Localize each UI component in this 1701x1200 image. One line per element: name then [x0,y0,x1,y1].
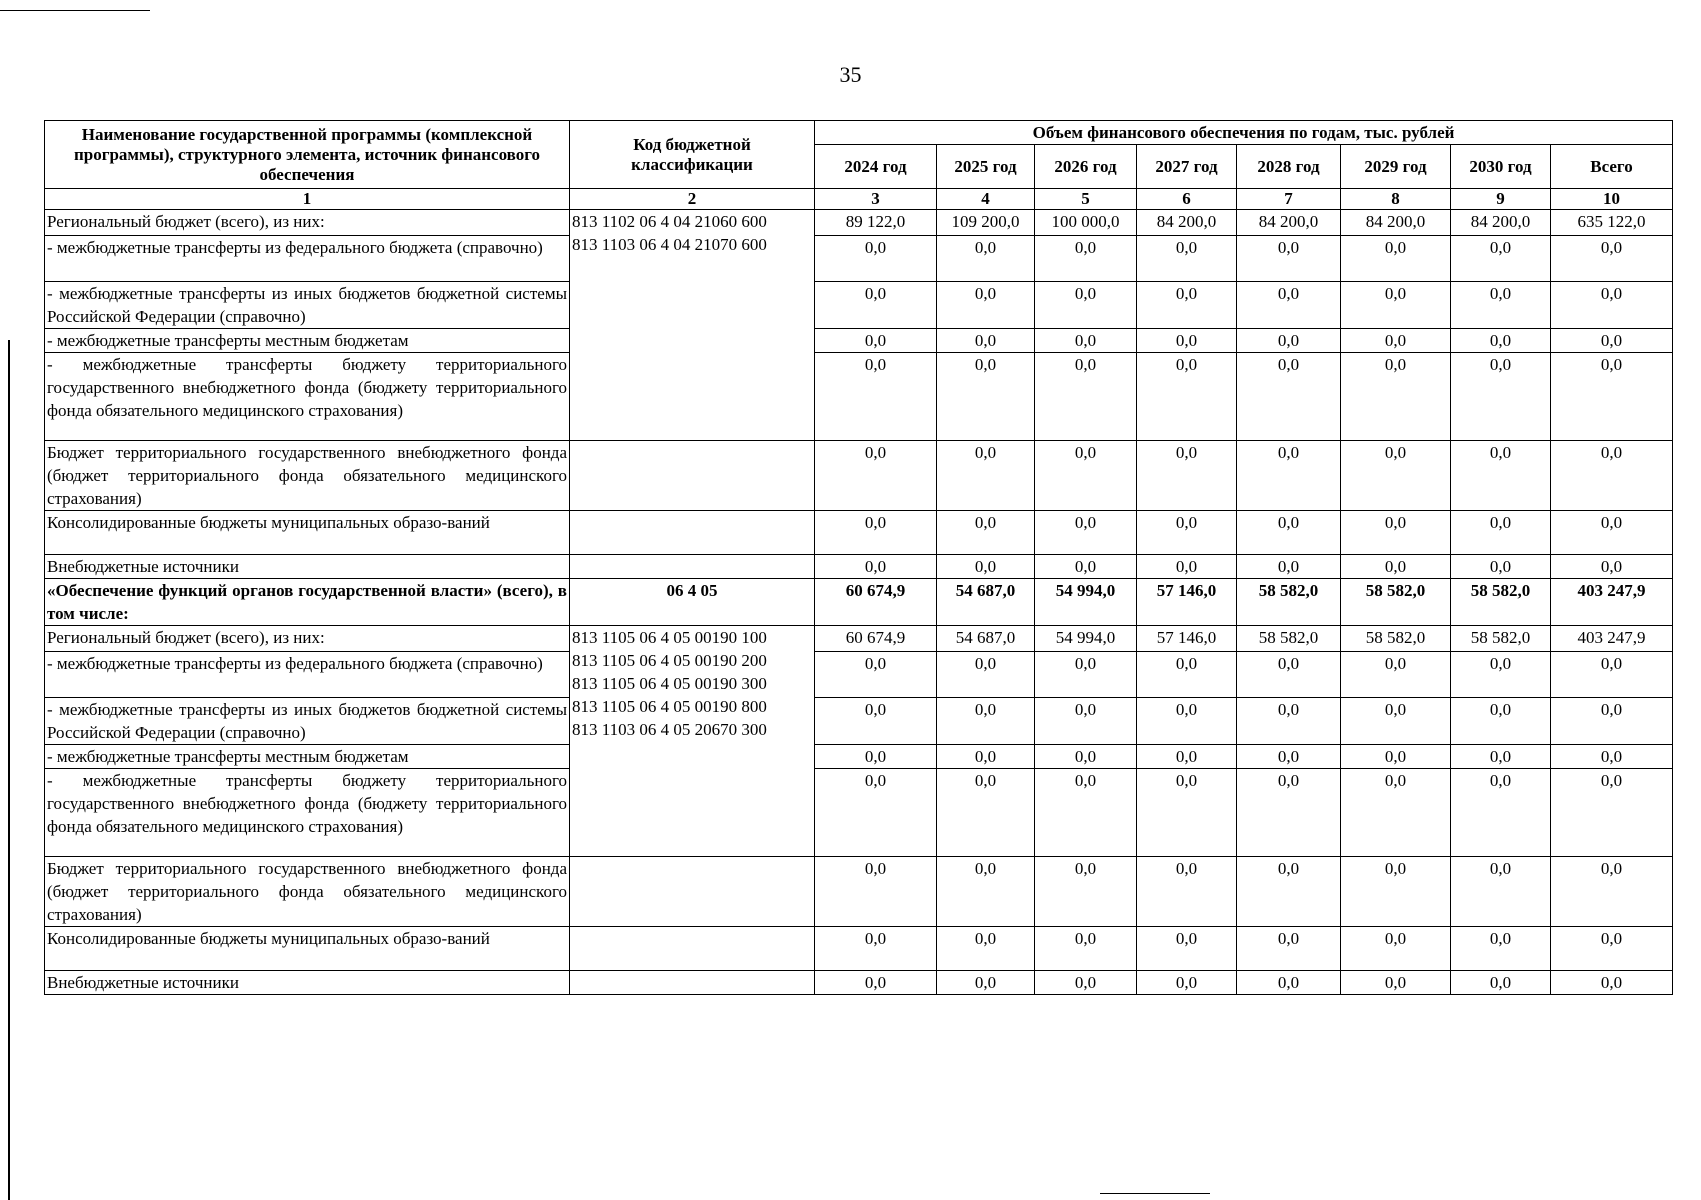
value-cell: 54 687,0 [937,626,1035,652]
budget-code: 813 1105 06 4 05 00190 300 [572,674,767,693]
value-cell: 0,0 [1035,282,1137,329]
value-cell: 0,0 [937,769,1035,857]
value-cell: 0,0 [1137,282,1237,329]
value-cell: 0,0 [1451,511,1551,555]
budget-code-empty [570,971,815,995]
row-name: Консолидированные бюджеты муниципальных образо-ваний [45,511,570,555]
value-cell: 60 674,9 [815,626,937,652]
section-code: 06 4 05 [570,579,815,626]
value-cell: 403 247,9 [1551,626,1673,652]
value-cell: 0,0 [815,555,937,579]
value-cell: 54 687,0 [937,579,1035,626]
value-cell: 0,0 [1341,857,1451,927]
value-cell: 0,0 [1137,652,1237,698]
row-name: Внебюджетные источники [45,555,570,579]
value-cell: 84 200,0 [1237,210,1341,236]
value-cell: 0,0 [1451,652,1551,698]
value-cell: 0,0 [815,236,937,282]
value-cell: 0,0 [937,329,1035,353]
table-row [45,555,1673,579]
value-cell: 0,0 [1237,329,1341,353]
value-cell: 0,0 [815,511,937,555]
header-year-4: 2027 год [1137,145,1237,189]
table-row [45,698,1673,745]
budget-code-cell-2 [570,626,815,857]
value-cell: 58 582,0 [1237,579,1341,626]
value-cell: 0,0 [1451,329,1551,353]
table-row [45,236,1673,282]
value-cell: 0,0 [937,511,1035,555]
header-year-5: 2028 год [1237,145,1341,189]
value-cell: 0,0 [1451,441,1551,511]
header-year-2: 2025 год [937,145,1035,189]
value-cell: 60 674,9 [815,579,937,626]
value-cell: 0,0 [1237,282,1341,329]
value-cell: 0,0 [937,652,1035,698]
table-row [45,329,1673,353]
value-cell: 0,0 [815,329,937,353]
row-name: - межбюджетные трансферты бюджету территориального государственного внебюджетного фонда (бюджету территориального фонда обязательного медицинского страхования) [45,353,570,441]
column-index-7: 7 [1237,189,1341,210]
header-code: Код бюджетной классификации [570,121,815,189]
value-cell: 0,0 [1551,769,1673,857]
row-name: Региональный бюджет (всего), из них: [45,210,570,236]
value-cell: 0,0 [815,769,937,857]
budget-code-empty [570,511,815,555]
header-year-1: 2024 год [815,145,937,189]
scan-edge-line-top [0,10,150,11]
table-row [45,210,1673,236]
value-cell: 0,0 [1341,441,1451,511]
value-cell: 0,0 [1451,745,1551,769]
value-cell: 84 200,0 [1451,210,1551,236]
value-cell: 0,0 [1451,698,1551,745]
value-cell: 0,0 [937,353,1035,441]
column-index-5: 5 [1035,189,1137,210]
budget-code: 813 1103 06 4 04 21070 600 [572,235,767,254]
value-cell: 0,0 [1237,927,1341,971]
value-cell: 0,0 [1237,441,1341,511]
value-cell: 0,0 [1451,769,1551,857]
value-cell: 0,0 [1451,555,1551,579]
value-cell: 0,0 [1451,927,1551,971]
value-cell: 0,0 [937,698,1035,745]
table-row [45,626,1673,652]
value-cell: 100 000,0 [1035,210,1137,236]
value-cell: 84 200,0 [1137,210,1237,236]
value-cell: 0,0 [1035,555,1137,579]
value-cell: 0,0 [937,927,1035,971]
value-cell: 0,0 [1341,769,1451,857]
value-cell: 0,0 [1237,236,1341,282]
value-cell: 0,0 [1341,353,1451,441]
row-name: Региональный бюджет (всего), из них: [45,626,570,652]
row-name: Внебюджетные источники [45,971,570,995]
section-row [45,579,1673,626]
financing-table [44,120,1673,995]
budget-code: 813 1105 06 4 05 00190 100 [572,628,767,647]
value-cell: 0,0 [1237,745,1341,769]
value-cell: 0,0 [1137,353,1237,441]
value-cell: 0,0 [1551,353,1673,441]
budget-code: 813 1103 06 4 05 20670 300 [572,720,767,739]
value-cell: 0,0 [1341,698,1451,745]
value-cell: 0,0 [1137,698,1237,745]
value-cell: 0,0 [1451,857,1551,927]
value-cell: 0,0 [1137,857,1237,927]
value-cell: 0,0 [1341,329,1451,353]
value-cell: 0,0 [1137,441,1237,511]
budget-code: 813 1105 06 4 05 00190 200 [572,651,767,670]
value-cell: 0,0 [1137,511,1237,555]
value-cell: 84 200,0 [1341,210,1451,236]
value-cell: 0,0 [815,282,937,329]
row-name: Консолидированные бюджеты муниципальных образо-ваний [45,927,570,971]
header-volume: Объем финансового обеспечения по годам, тыс. рублей [815,121,1673,145]
value-cell: 0,0 [1341,282,1451,329]
value-cell: 0,0 [815,441,937,511]
value-cell: 0,0 [937,236,1035,282]
table-row [45,971,1673,995]
value-cell: 0,0 [1341,511,1451,555]
row-name: - межбюджетные трансферты из иных бюджетов бюджетной системы Российской Федерации (справочно) [45,698,570,745]
value-cell: 0,0 [1451,353,1551,441]
value-cell: 0,0 [1237,511,1341,555]
value-cell: 0,0 [1237,857,1341,927]
value-cell: 0,0 [1551,329,1673,353]
table-row [45,441,1673,511]
value-cell: 0,0 [1035,745,1137,769]
value-cell: 0,0 [1237,652,1341,698]
value-cell: 58 582,0 [1341,579,1451,626]
value-cell: 403 247,9 [1551,579,1673,626]
value-cell: 0,0 [1035,698,1137,745]
value-cell: 54 994,0 [1035,626,1137,652]
value-cell: 0,0 [1551,282,1673,329]
row-name: - межбюджетные трансферты из иных бюджетов бюджетной системы Российской Федерации (справочно) [45,282,570,329]
value-cell: 0,0 [1551,555,1673,579]
table-row [45,857,1673,927]
table-row [45,745,1673,769]
value-cell: 0,0 [815,745,937,769]
column-index-10: 10 [1551,189,1673,210]
column-index-2: 2 [570,189,815,210]
value-cell: 57 146,0 [1137,579,1237,626]
budget-code: 813 1102 06 4 04 21060 600 [572,212,767,231]
row-name: Бюджет территориального государственного внебюджетного фонда (бюджет территориального фонда обязательного медицинского страхования) [45,441,570,511]
value-cell: 0,0 [937,971,1035,995]
budget-code: 813 1105 06 4 05 00190 800 [572,697,767,716]
value-cell: 0,0 [1137,745,1237,769]
column-index-1: 1 [45,189,570,210]
value-cell: 0,0 [1035,441,1137,511]
value-cell: 0,0 [1237,769,1341,857]
scan-edge-line-left [8,340,10,1200]
row-name: - межбюджетные трансферты из федерального бюджета (справочно) [45,652,570,698]
header-year-8: Всего [1551,145,1673,189]
header-name: Наименование государственной программы (комплексной программы), структурного элемента, источник финансового обеспечения [45,121,570,189]
value-cell: 0,0 [1035,857,1137,927]
value-cell: 109 200,0 [937,210,1035,236]
value-cell: 0,0 [1341,971,1451,995]
table-row [45,927,1673,971]
value-cell: 0,0 [1035,971,1137,995]
value-cell: 0,0 [1137,236,1237,282]
value-cell: 57 146,0 [1137,626,1237,652]
table-row [45,652,1673,698]
column-index-8: 8 [1341,189,1451,210]
value-cell: 0,0 [1237,698,1341,745]
header-year-3: 2026 год [1035,145,1137,189]
budget-code-empty [570,555,815,579]
row-name: - межбюджетные трансферты местным бюджетам [45,329,570,353]
value-cell: 54 994,0 [1035,579,1137,626]
value-cell: 0,0 [1035,511,1137,555]
value-cell: 58 582,0 [1341,626,1451,652]
value-cell: 89 122,0 [815,210,937,236]
value-cell: 0,0 [1551,971,1673,995]
value-cell: 0,0 [1035,353,1137,441]
column-index-6: 6 [1137,189,1237,210]
value-cell: 0,0 [937,857,1035,927]
value-cell: 635 122,0 [1551,210,1673,236]
value-cell: 0,0 [1551,441,1673,511]
value-cell: 0,0 [1551,857,1673,927]
value-cell: 0,0 [815,927,937,971]
value-cell: 0,0 [1035,329,1137,353]
value-cell: 0,0 [1451,282,1551,329]
value-cell: 0,0 [1451,236,1551,282]
value-cell: 0,0 [1035,236,1137,282]
value-cell: 0,0 [1035,927,1137,971]
row-name: - межбюджетные трансферты из федерального бюджета (справочно) [45,236,570,282]
value-cell: 0,0 [1551,698,1673,745]
budget-code-cell-1 [570,210,815,441]
row-name: Бюджет территориального государственного внебюджетного фонда (бюджет территориального фонда обязательного медицинского страхования) [45,857,570,927]
row-name: - межбюджетные трансферты местным бюджетам [45,745,570,769]
table-row [45,511,1673,555]
value-cell: 0,0 [1341,927,1451,971]
value-cell: 0,0 [815,698,937,745]
value-cell: 0,0 [1237,353,1341,441]
value-cell: 0,0 [1341,555,1451,579]
value-cell: 0,0 [815,857,937,927]
value-cell: 0,0 [1237,971,1341,995]
budget-code-empty [570,441,815,511]
value-cell: 0,0 [815,353,937,441]
value-cell: 0,0 [815,652,937,698]
page-number: 35 [839,62,862,87]
value-cell: 0,0 [1341,236,1451,282]
value-cell: 0,0 [1137,927,1237,971]
section-name: «Обеспечение функций органов государственной власти» (всего), в том числе: [45,579,570,626]
value-cell: 0,0 [1551,927,1673,971]
value-cell: 0,0 [1551,511,1673,555]
value-cell: 0,0 [1137,329,1237,353]
column-index-3: 3 [815,189,937,210]
table-row [45,353,1673,441]
value-cell: 0,0 [937,282,1035,329]
value-cell: 58 582,0 [1237,626,1341,652]
value-cell: 0,0 [1137,971,1237,995]
value-cell: 0,0 [1137,769,1237,857]
header-year-7: 2030 год [1451,145,1551,189]
budget-code-empty [570,927,815,971]
value-cell: 0,0 [1137,555,1237,579]
value-cell: 58 582,0 [1451,579,1551,626]
value-cell: 0,0 [1035,652,1137,698]
value-cell: 0,0 [937,745,1035,769]
value-cell: 0,0 [815,971,937,995]
value-cell: 0,0 [1551,652,1673,698]
row-name: - межбюджетные трансферты бюджету территориального государственного внебюджетного фонда (бюджету территориального фонда обязательного медицинского страхования) [45,769,570,857]
scan-edge-line-bottom [1100,1193,1210,1194]
value-cell: 0,0 [1551,236,1673,282]
column-index-9: 9 [1451,189,1551,210]
value-cell: 0,0 [937,555,1035,579]
value-cell: 0,0 [937,441,1035,511]
value-cell: 0,0 [1035,769,1137,857]
table-row [45,769,1673,857]
value-cell: 0,0 [1341,745,1451,769]
value-cell: 0,0 [1451,971,1551,995]
value-cell: 58 582,0 [1451,626,1551,652]
value-cell: 0,0 [1341,652,1451,698]
value-cell: 0,0 [1237,555,1341,579]
header-year-6: 2029 год [1341,145,1451,189]
budget-code-empty [570,857,815,927]
column-index-4: 4 [937,189,1035,210]
table-row [45,282,1673,329]
value-cell: 0,0 [1551,745,1673,769]
